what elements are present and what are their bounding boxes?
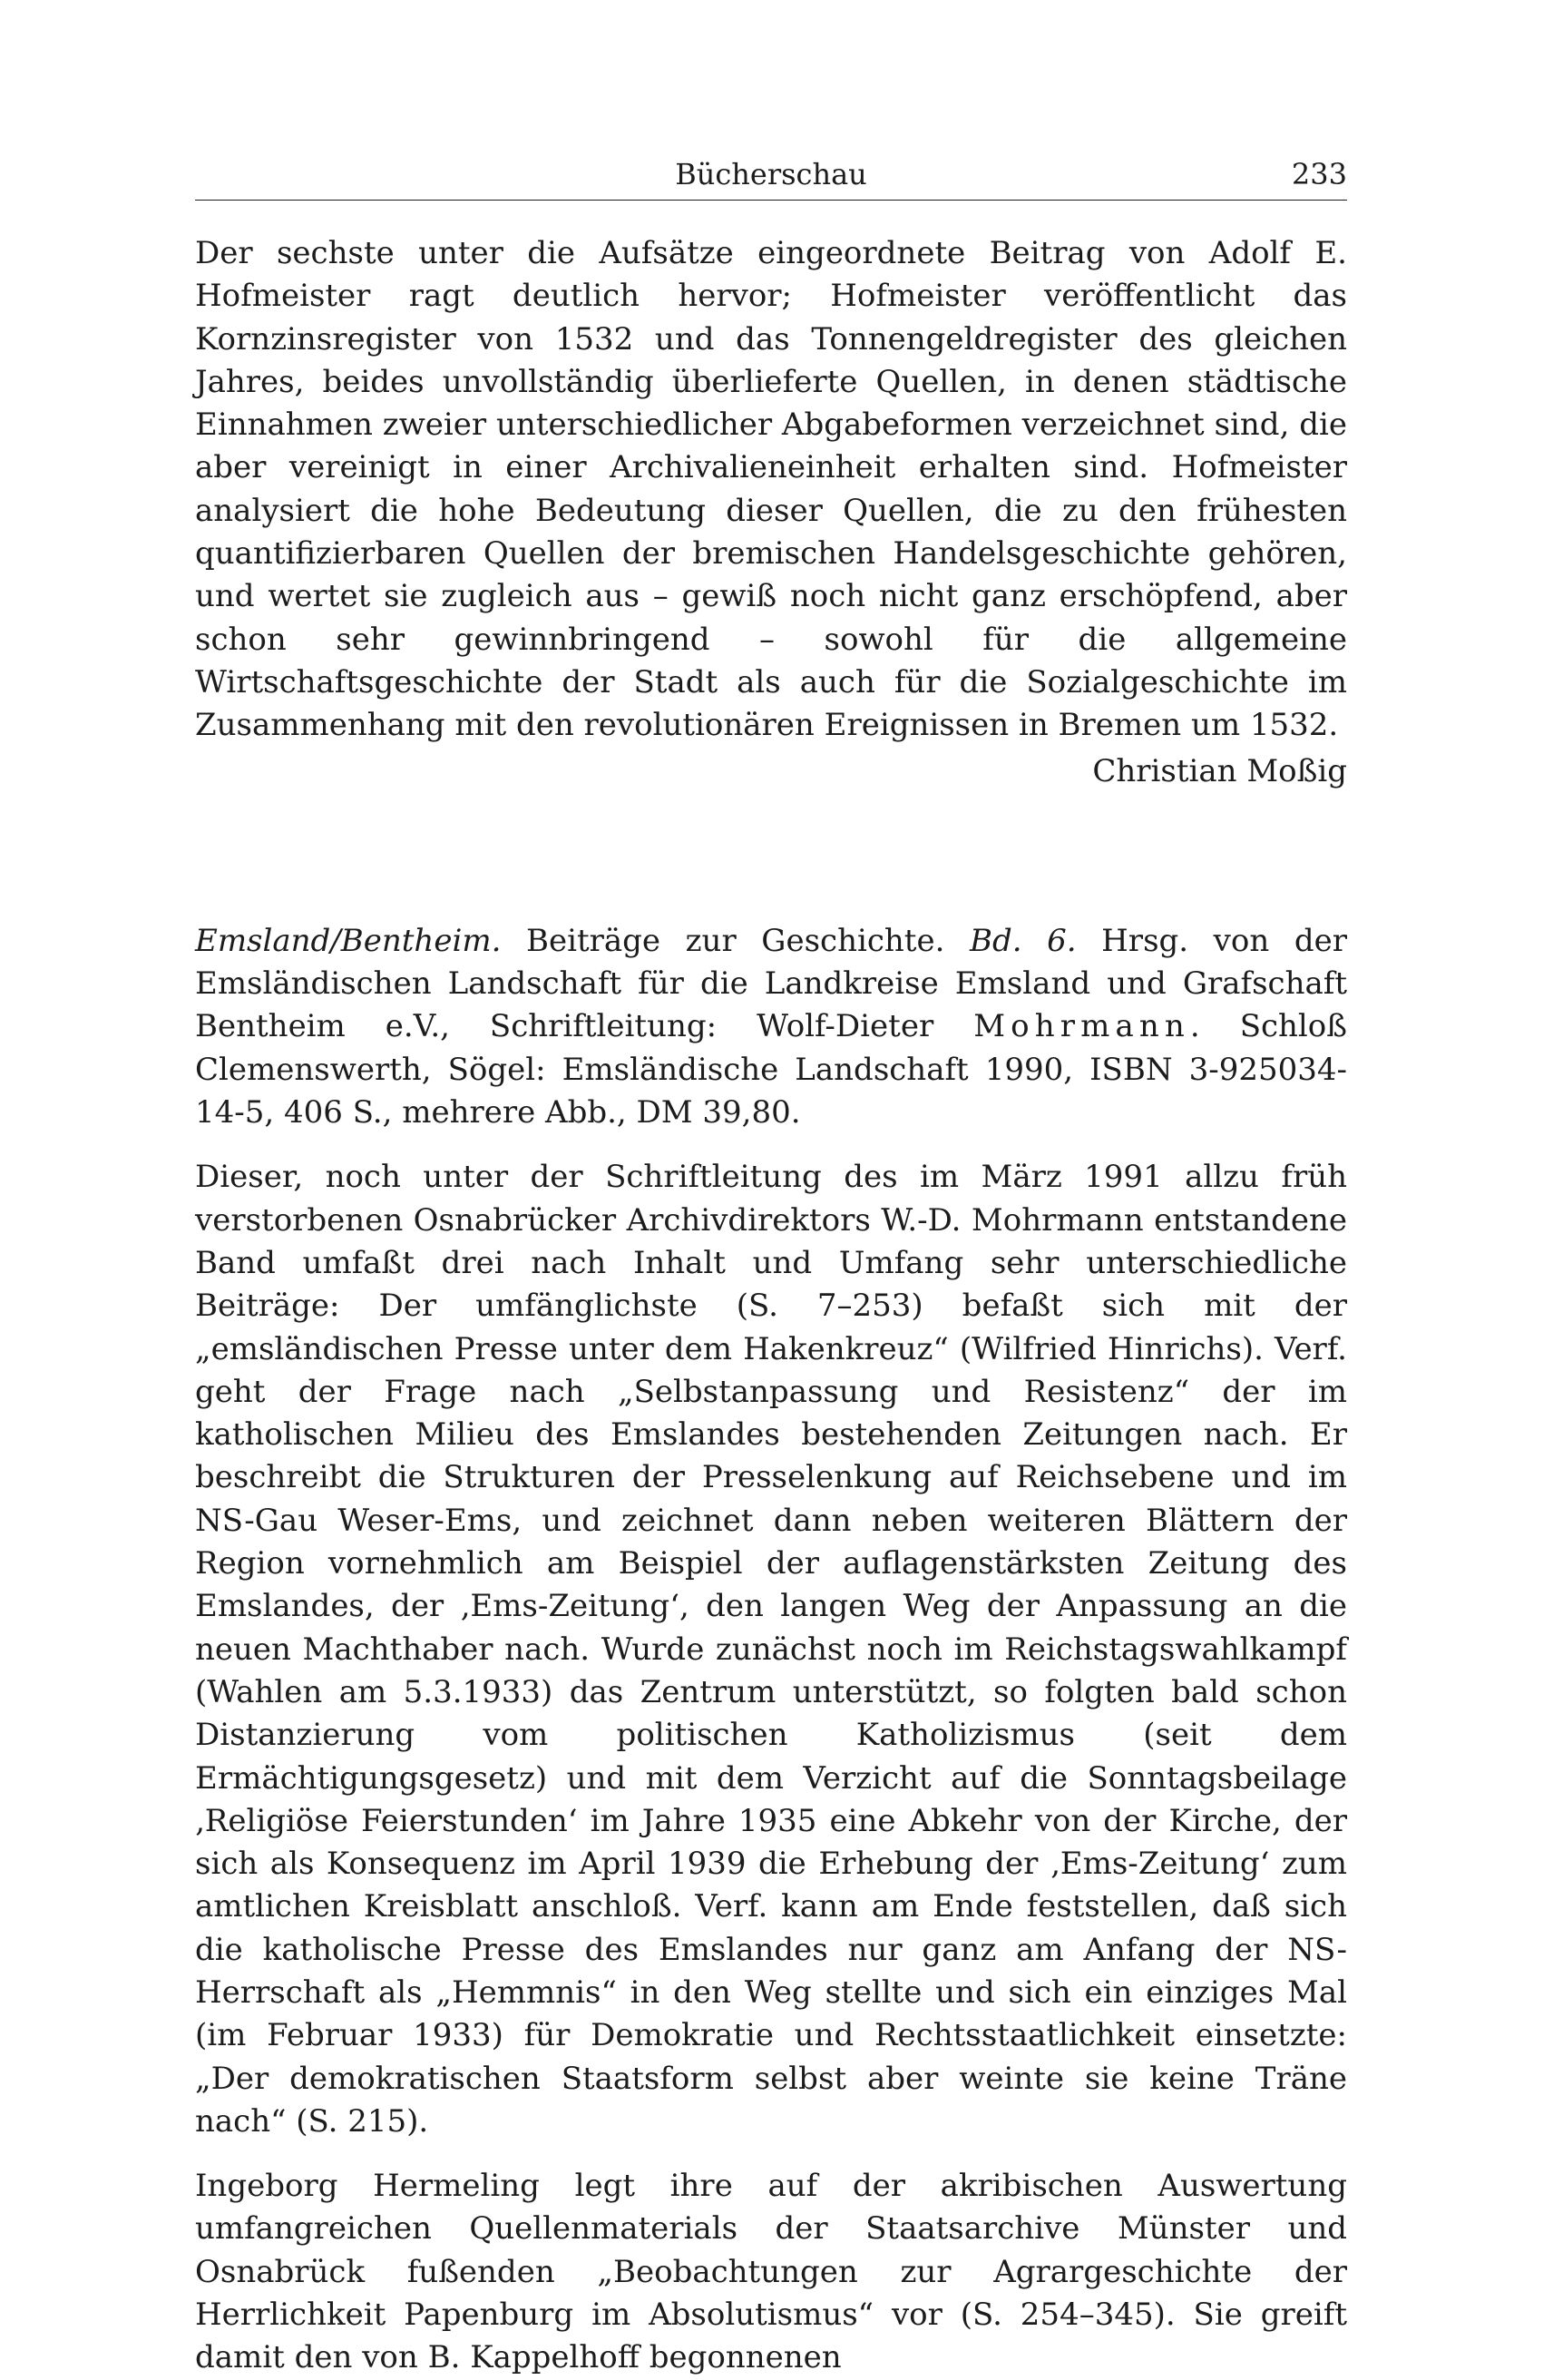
header-rule	[195, 200, 1347, 201]
review-paragraph-1: Der sechste unter die Aufsätze eingeordnete Beitrag von Adolf E. Hofmeister ragt deutlich hervor; Hofmeister veröffentlicht das Kornzinsregister von 1532 und das Tonnengeldregister des gleichen Jahres, beides unvollständig überlieferte Quellen, in denen städtische Einnahmen zweier unterschiedlicher Abgabeformen verzeichnet sind, die aber vereinigt in einer Archivalieneinheit erhalten sind. Hofmeister analysiert die hohe Bedeutung dieser Quellen, die zu den frühesten quantifizierbaren Quellen der bremischen Handelsgeschichte gehören, und wertet sie zugleich aus – gewiß noch nicht ganz erschöpfend, aber schon sehr gewinnbringend – sowohl für die allgemeine Wirtschaftsgeschichte der Stadt als auch für die Sozialgeschichte im Zusammenhang mit den revolutionären Ereignissen in Bremen um 1532.	[195, 235, 1347, 744]
page-number: 233	[1291, 157, 1347, 191]
entry-publication-text: . Schloß Clemenswerth, Sögel: Emsländische Landschaft 1990, ISBN 3-925034-14-5, 406 S., mehrere Abb., DM 39,80.	[195, 1008, 1347, 1131]
review-paragraph-2: Dieser, noch unter der Schriftleitung des im März 1991 allzu früh verstorbenen Osnabrücker Archivdirektors W.-D. Mohrmann entstandene Band umfaßt drei nach Inhalt und Umfang sehr unterschiedliche Beiträge: Der umfänglichste (S. 7–253) befaßt sich mit der „emsländischen Presse unter dem Hakenkreuz“ (Wilfried Hinrichs). Verf. geht der Frage nach „Selbstanpassung und Resistenz“ der im katholischen Milieu des Emslandes bestehenden Zeitungen nach. Er beschreibt die Strukturen der Presselenkung auf Reichsebene und im NS-Gau Weser-Ems, und zeichnet dann neben weiteren Blättern der Region vornehmlich am Beispiel der auflagenstärksten Zeitung des Emslandes, der ‚Ems-Zeitung‘, den langen Weg der Anpassung an die neuen Machthaber nach. Wurde zunächst noch im Reichstagswahlkampf (Wahlen am 5.3.1933) das Zentrum unterstützt, so folgten bald schon Distanzierung vom politischen Katholizismus (seit dem Ermächtigungsgesetz) und mit dem Verzicht auf die Sonntagsbeilage ‚Religiöse Feierstunden‘ im Jahre 1935 eine Abkehr von der Kirche, der sich als Konsequenz im April 1939 die Erhebung der ‚Ems-Zeitung‘ zum amtlichen Kreisblatt anschloß. Verf. kann am Ende feststellen, daß sich die katholische Presse des Emslandes nur ganz am Anfang der NS-Herrschaft als „Hemmnis“ in den Weg stellte und sich ein einziges Mal (im Februar 1933) für Demokratie und Rechtsstaatlichkeit einsetzte: „Der demokratischen Staatsform selbst aber weinte sie keine Träne nach“ (S. 215).	[195, 1159, 1347, 2140]
editor-name: Mohrmann	[973, 1008, 1190, 1045]
body-text	[195, 232, 1347, 2380]
bibliographic-entry	[195, 920, 1347, 1134]
running-title: Bücherschau	[675, 157, 867, 191]
page-header	[195, 156, 1347, 198]
book-volume: Bd. 6.	[969, 922, 1077, 959]
reviewer-signature: Christian Moßig	[1092, 752, 1347, 789]
book-page	[195, 0, 1347, 2376]
entry-publisher-text: Hrsg. von der Emsländischen Landschaft für die Landkreise Emsland und Grafschaft Bentheim e.V., Schriftleitung: Wolf-Dieter	[195, 922, 1347, 1045]
review-paragraph-3: Ingeborg Hermeling legt ihre auf der akribischen Auswertung umfangreichen Quellenmaterials der Staatsarchive Münster und Osnabrück fußenden „Beobachtungen zur Agrargeschichte der Herrlichkeit Papenburg im Absolutismus“ vor (S. 254–345). Sie greift damit den von B. Kappelhoff begonnenen	[195, 2168, 1347, 2376]
book-title: Emsland/Bentheim.	[195, 922, 502, 959]
book-subtitle: Beiträge zur Geschichte.	[501, 922, 970, 959]
